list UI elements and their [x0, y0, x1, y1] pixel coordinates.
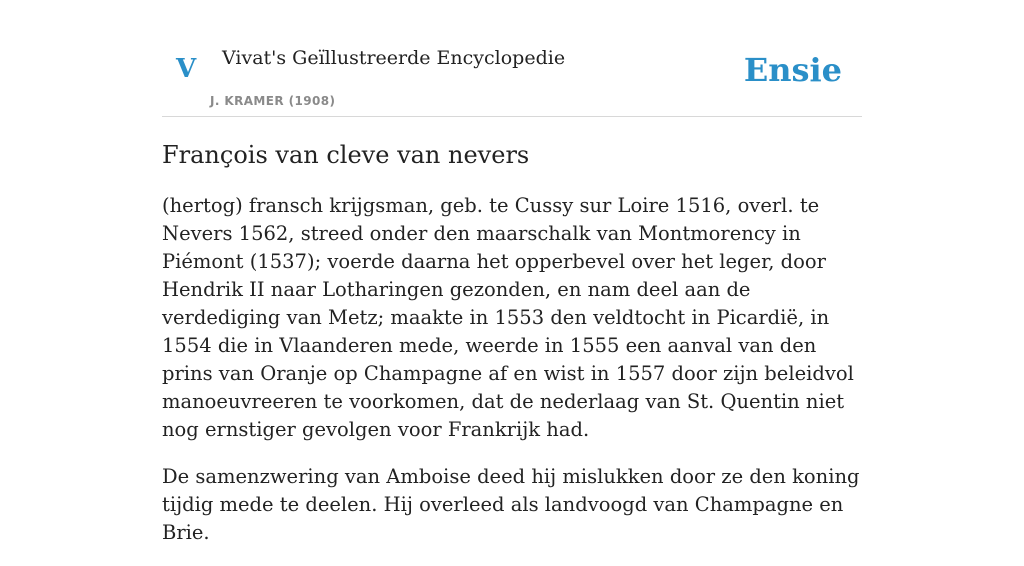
- source-header: [162, 0, 862, 117]
- source-logo: V: [176, 54, 197, 84]
- article-paragraph: (hertog) fransch krijgsman, geb. te Cussy sur Loire 1516, overl. te Nevers 1562, streed onder den maarschalk van Montmorency in Piémont (1537); voerde daarna het opperbevel over het leger, door Hendrik II naar Lotharingen gezonden, en nam deel aan de verdediging van Metz; maakte in 1553 den veldtocht in Picardië, in 1554 die in Vlaanderen mede, weerde in 1555 een aanval van den prins van Oranje op Champagne af en wist in 1557 door zijn beleidvol manoeuvreeren te voorkomen, dat de nederlaag van St. Quentin niet nog ernstiger gevolgen voor Frankrijk had.: [162, 194, 854, 441]
- article-title: François van cleve van nevers: [162, 141, 530, 169]
- source-title[interactable]: Vivat's Geïllustreerde Encyclopedie: [222, 47, 566, 69]
- ensie-logo-link[interactable]: Ensie: [743, 51, 842, 89]
- article: [162, 138, 862, 566]
- source-author: J. KRAMER (1908): [210, 94, 336, 108]
- article-paragraph: De samenzwering van Amboise deed hij mislukken door ze den koning tijdig mede te deelen. Hij overleed als landvoogd van Champagne en Brie.: [162, 465, 860, 544]
